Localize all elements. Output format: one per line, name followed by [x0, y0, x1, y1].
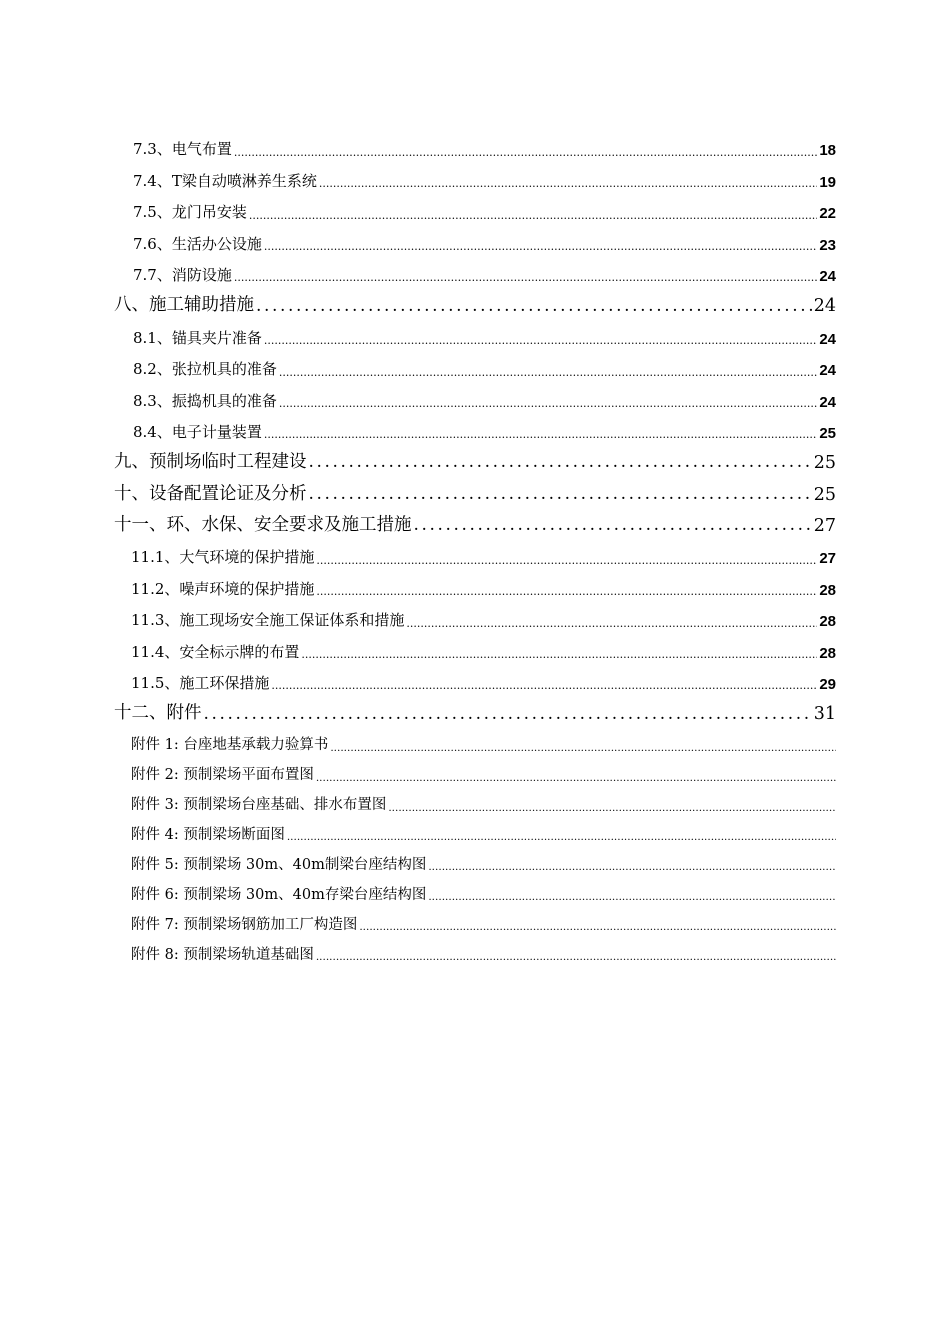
toc-entry-title: 附件 4: 预制梁场断面图: [131, 826, 285, 843]
toc-dot-leader: [279, 400, 817, 411]
toc-entry-title: 附件 2: 预制梁场平面布置图: [131, 767, 314, 784]
toc-dot-leader: [406, 619, 817, 630]
toc-page-number: 18: [819, 142, 836, 160]
toc-page-number: 28: [819, 613, 836, 631]
toc-entry-title: 八、施工辅助措施: [114, 295, 254, 316]
toc-page-number: 22: [819, 205, 836, 223]
toc-entry-title: 8.3、振捣机具的准备: [133, 391, 277, 410]
toc-page-number: 28: [819, 581, 836, 599]
toc-dot-leader: [388, 804, 836, 815]
toc-entry-title: 8.2、张拉机具的准备: [133, 360, 277, 379]
toc-page-number: 25: [813, 453, 836, 474]
toc-appendix-entry[interactable]: [0, 848, 950, 878]
toc-entry-title: 十、设备配置论证及分析: [114, 483, 307, 504]
toc-appendix-entry[interactable]: [0, 938, 950, 968]
toc-chapter-entry[interactable]: [0, 446, 950, 477]
toc-entry-title: 十一、环、水保、安全要求及施工措施: [114, 515, 412, 536]
toc-entry[interactable]: [0, 634, 950, 665]
toc-dot-leader: [204, 707, 812, 724]
toc-entry[interactable]: [0, 571, 950, 602]
toc-page-number: 19: [819, 173, 836, 191]
toc-entry-title: 附件 7: 预制梁场钢筋加工厂构造图: [131, 916, 358, 933]
toc-entry[interactable]: [0, 603, 950, 634]
toc-appendix-entry[interactable]: [0, 878, 950, 908]
toc-dot-leader: [316, 953, 836, 964]
toc-page-number: 27: [813, 516, 836, 537]
toc-page-number: 27: [819, 550, 836, 568]
toc-entry[interactable]: [0, 415, 950, 446]
toc-chapter-entry[interactable]: [0, 289, 950, 320]
table-of-contents: [0, 132, 950, 968]
toc-dot-leader: [256, 299, 812, 316]
toc-entry-title: 附件 8: 预制梁场轨道基础图: [131, 946, 314, 963]
toc-entry-title: 附件 3: 预制梁场台座基础、排水布置图: [131, 797, 387, 814]
toc-dot-leader: [309, 488, 812, 505]
toc-entry[interactable]: [0, 540, 950, 571]
toc-dot-leader: [287, 833, 836, 844]
toc-chapter-entry[interactable]: [0, 509, 950, 540]
toc-page-number: 25: [819, 424, 836, 442]
toc-entry-title: 7.4、T梁自动喷淋养生系统: [133, 171, 317, 190]
toc-appendix-entry[interactable]: [0, 818, 950, 848]
toc-entry[interactable]: [0, 666, 950, 697]
toc-dot-leader: [316, 588, 817, 599]
toc-entry[interactable]: [0, 320, 950, 351]
toc-dot-leader: [316, 774, 836, 785]
toc-dot-leader: [264, 431, 817, 442]
toc-entry-title: 11.4、安全标示牌的布置: [131, 642, 300, 661]
toc-appendix-entry[interactable]: [0, 728, 950, 758]
toc-chapter-entry[interactable]: [0, 697, 950, 728]
toc-entry-title: 附件 5: 预制梁场 30m、40m制梁台座结构图: [131, 856, 427, 873]
toc-page-number: 24: [813, 296, 836, 317]
toc-dot-leader: [279, 368, 817, 379]
toc-entry-title: 附件 1: 台座地基承载力验算书: [131, 737, 329, 754]
toc-page-number: 29: [819, 676, 836, 694]
toc-dot-leader: [309, 456, 812, 473]
toc-entry[interactable]: [0, 132, 950, 163]
toc-chapter-entry[interactable]: [0, 477, 950, 508]
toc-entry[interactable]: [0, 352, 950, 383]
toc-page-number: 24: [819, 330, 836, 348]
toc-entry[interactable]: [0, 226, 950, 257]
toc-page-number: 28: [819, 644, 836, 662]
toc-dot-leader: [359, 923, 836, 934]
toc-entry[interactable]: [0, 258, 950, 289]
toc-entry-title: 8.1、锚具夹片准备: [133, 328, 262, 347]
toc-entry-title: 11.2、噪声环境的保护措施: [131, 579, 315, 598]
toc-entry-title: 8.4、电子计量装置: [133, 422, 262, 441]
toc-entry[interactable]: [0, 163, 950, 194]
toc-page-number: 31: [813, 704, 836, 725]
toc-entry-title: 11.3、施工现场安全施工保证体系和措施: [131, 611, 405, 630]
toc-entry-title: 11.5、施工环保措施: [131, 674, 270, 693]
toc-page-number: 25: [813, 484, 836, 505]
toc-page-number: 24: [819, 393, 836, 411]
toc-page-number: 24: [819, 362, 836, 380]
toc-appendix-entry[interactable]: [0, 758, 950, 788]
toc-dot-leader: [234, 148, 817, 159]
toc-entry-title: 11.1、大气环境的保护措施: [131, 548, 315, 567]
toc-page-number: 24: [819, 267, 836, 285]
toc-entry-title: 7.3、电气布置: [133, 140, 232, 159]
toc-dot-leader: [330, 744, 836, 755]
toc-dot-leader: [414, 519, 812, 536]
toc-dot-leader: [428, 893, 836, 904]
toc-page-number: 23: [819, 236, 836, 254]
toc-dot-leader: [428, 863, 836, 874]
toc-entry[interactable]: [0, 195, 950, 226]
toc-appendix-entry[interactable]: [0, 908, 950, 938]
toc-dot-leader: [234, 274, 817, 285]
toc-appendix-entry[interactable]: [0, 788, 950, 818]
toc-dot-leader: [249, 211, 817, 222]
toc-entry-title: 7.5、龙门吊安装: [133, 203, 247, 222]
toc-entry-title: 十二、附件: [114, 703, 202, 724]
toc-dot-leader: [301, 651, 817, 662]
toc-entry-title: 7.7、消防设施: [133, 265, 232, 284]
toc-entry-title: 九、预制场临时工程建设: [114, 452, 307, 473]
toc-entry-title: 附件 6: 预制梁场 30m、40m存梁台座结构图: [131, 886, 427, 903]
toc-entry-title: 7.6、生活办公设施: [133, 234, 262, 253]
toc-dot-leader: [316, 556, 817, 567]
toc-dot-leader: [264, 243, 817, 254]
toc-dot-leader: [319, 180, 817, 191]
toc-entry[interactable]: [0, 383, 950, 414]
toc-dot-leader: [264, 337, 817, 348]
toc-dot-leader: [271, 682, 817, 693]
